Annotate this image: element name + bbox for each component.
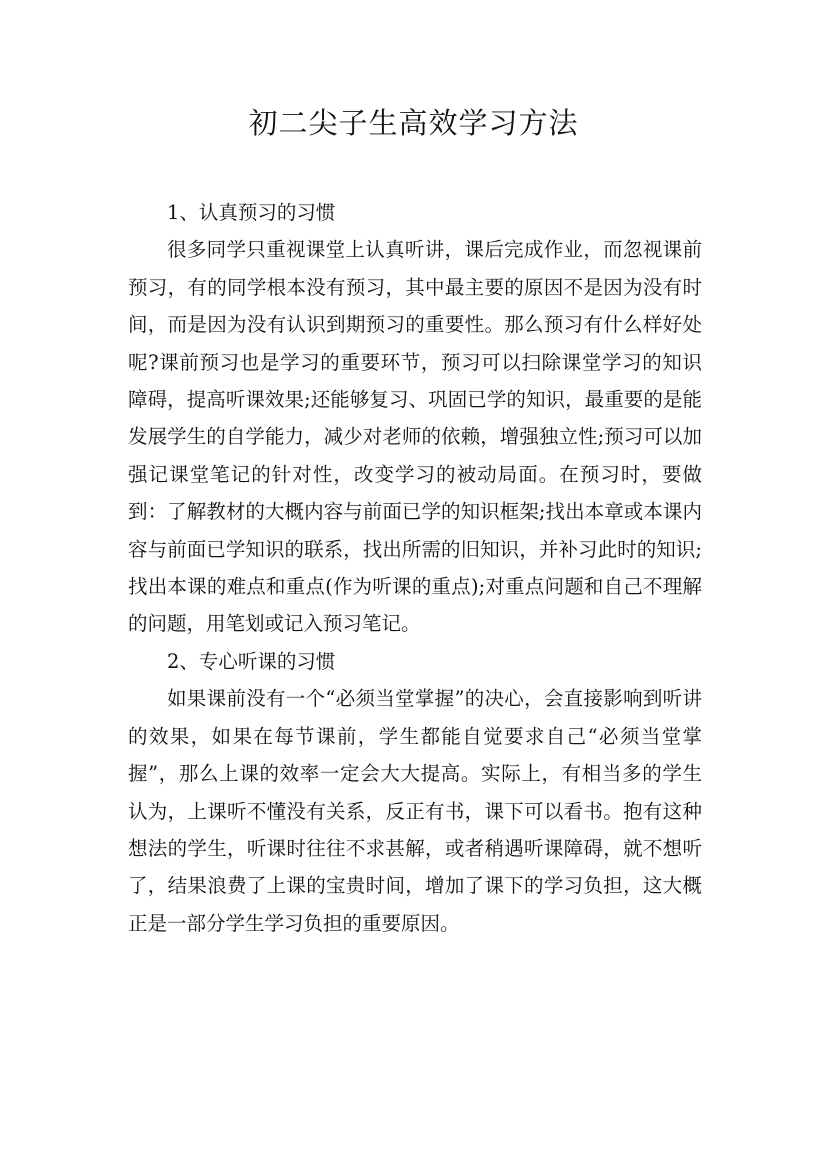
section-paragraph-2: 如果课前没有一个“必须当堂掌握”的决心，会直接影响到听讲的效果，如果在每节课前，学生都能自觉要求自己“必须当堂掌握”，那么上课的效率一定会大大提高。实际上，有相当多的学生认为，上课听不懂没有关系，反正有书，课下可以看书。抱有这种想法的学生，听课时往往不求甚解，或者稍遇听课障碍，就不想听了，结果浪费了上课的宝贵时间，增加了课下的学习负担，这大概正是一部分学生学习负担的重要原因。 — [128, 687, 702, 935]
section-heading-2: 2、专心听课的习惯 — [167, 649, 336, 673]
section-paragraph-1: 很多同学只重视课堂上认真听讲，课后完成作业，而忽视课前预习，有的同学根本没有预习，其中最主要的原因不是因为没有时间，而是因为没有认识到期预习的重要性。那么预习有什么样好处呢?课前预习也是学习的重要环节，预习可以扫除课堂学习的知识障碍，提高听课效果;还能够复习、巩固已学的知识，最重要的是能发展学生的自学能力，减少对老师的依赖，增强独立性;预习可以加强记课堂笔记的针对性，改变学习的被动局面。在预习时，要做到：了解教材的大概内容与前面已学的知识框架;找出本章或本课内容与前面已学知识的联系，找出所需的旧知识，并补习此时的知识;找出本课的难点和重点(作为听课的重点);对重点问题和自己不理解的问题，用笔划或记入预习笔记。 — [128, 238, 702, 636]
document-title: 初二尖子生高效学习方法 — [248, 106, 579, 140]
document-body — [128, 194, 702, 942]
section-heading-1: 1、认真预习的习惯 — [167, 201, 336, 224]
